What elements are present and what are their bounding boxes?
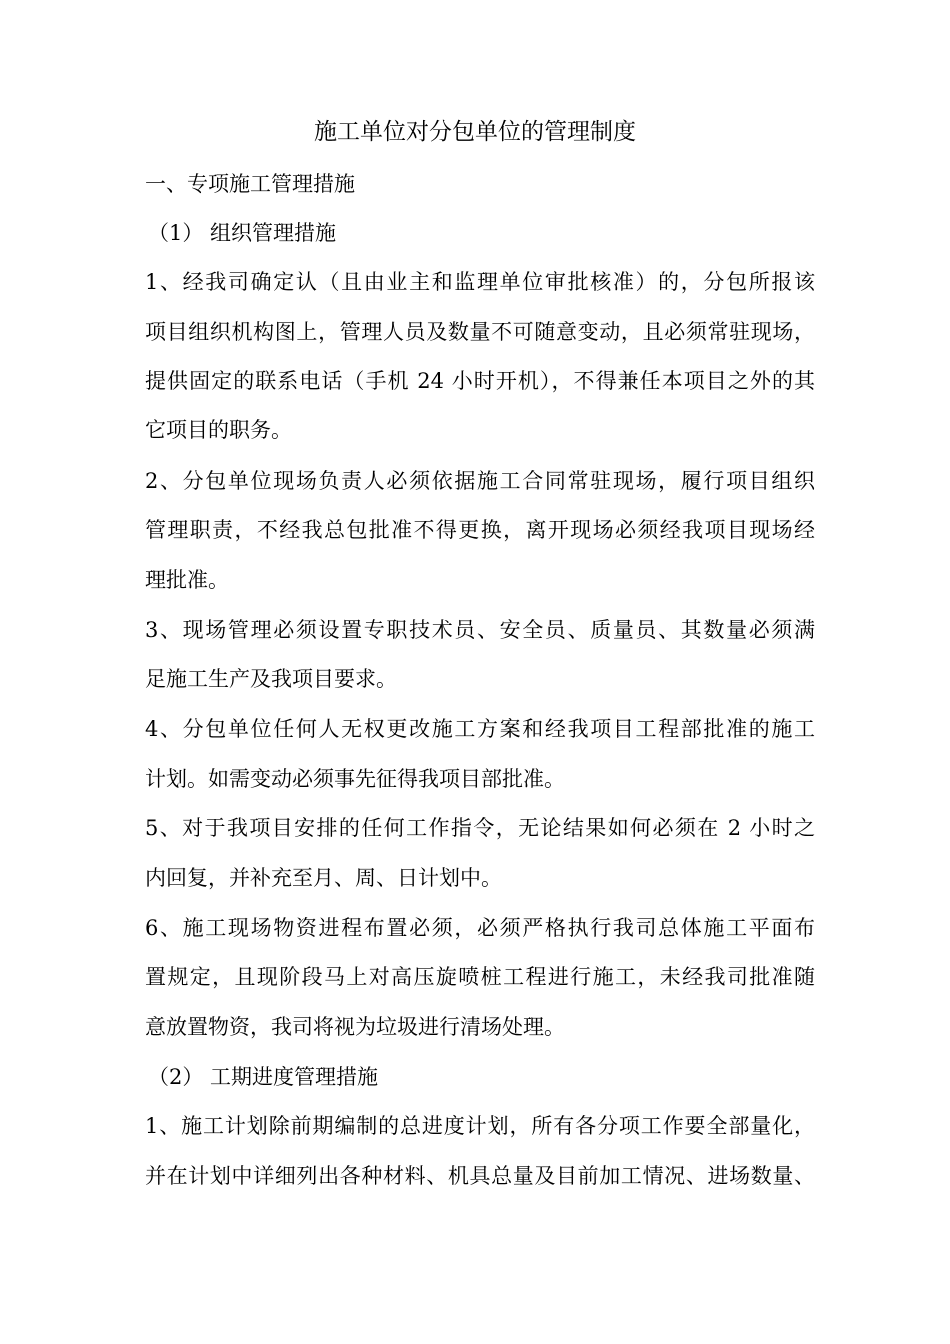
text-line: 内回复，并补充至月、周、日计划中。 — [145, 866, 502, 890]
document-title: 施工单位对分包单位的管理制度 — [314, 119, 636, 145]
text-line: 5、对于我项目安排的任何工作指令，无论结果如何必须在 2 小时之 — [145, 816, 815, 840]
subsection-heading-organization: （1） 组织管理措施 — [148, 221, 337, 245]
text-line: 它项目的职务。 — [145, 418, 292, 442]
text-line: 管理职责，不经我总包批准不得更换，离开现场必须经我项目现场经 — [145, 518, 815, 542]
text-line: 1、经我司确定认（且由业主和监理单位审批核准）的，分包所报该 — [145, 270, 815, 294]
section-heading-special-measures: 一、专项施工管理措施 — [145, 172, 355, 196]
text-line: 意放置物资，我司将视为垃圾进行清场处理。 — [145, 1015, 565, 1039]
text-line: 计划。如需变动必须事先征得我项目部批准。 — [145, 767, 565, 791]
text-line: 2、分包单位现场负责人必须依据施工合同常驻现场，履行项目组织 — [145, 469, 815, 493]
text-line: 并在计划中详细列出各种材料、机具总量及目前加工情况、进场数量、 — [145, 1164, 815, 1188]
text-line: 项目组织机构图上，管理人员及数量不可随意变动，且必须常驻现场， — [145, 320, 815, 344]
text-line: 提供固定的联系电话（手机 24 小时开机），不得兼任本项目之外的其 — [145, 369, 815, 393]
text-line: 3、现场管理必须设置专职技术员、安全员、质量员、其数量必须满 — [145, 618, 815, 642]
text-line: 4、分包单位任何人无权更改施工方案和经我项目工程部批准的施工 — [145, 717, 815, 741]
subsection-heading-schedule: （2） 工期进度管理措施 — [148, 1065, 379, 1089]
text-line: 置规定，且现阶段马上对高压旋喷桩工程进行施工，未经我司批准随 — [145, 965, 815, 989]
text-line: 1、施工计划除前期编制的总进度计划，所有各分项工作要全部量化， — [145, 1114, 815, 1138]
text-line: 6、施工现场物资进程布置必须，必须严格执行我司总体施工平面布 — [145, 916, 815, 940]
text-line: 理批准。 — [145, 568, 229, 592]
text-line: 足施工生产及我项目要求。 — [145, 667, 397, 691]
